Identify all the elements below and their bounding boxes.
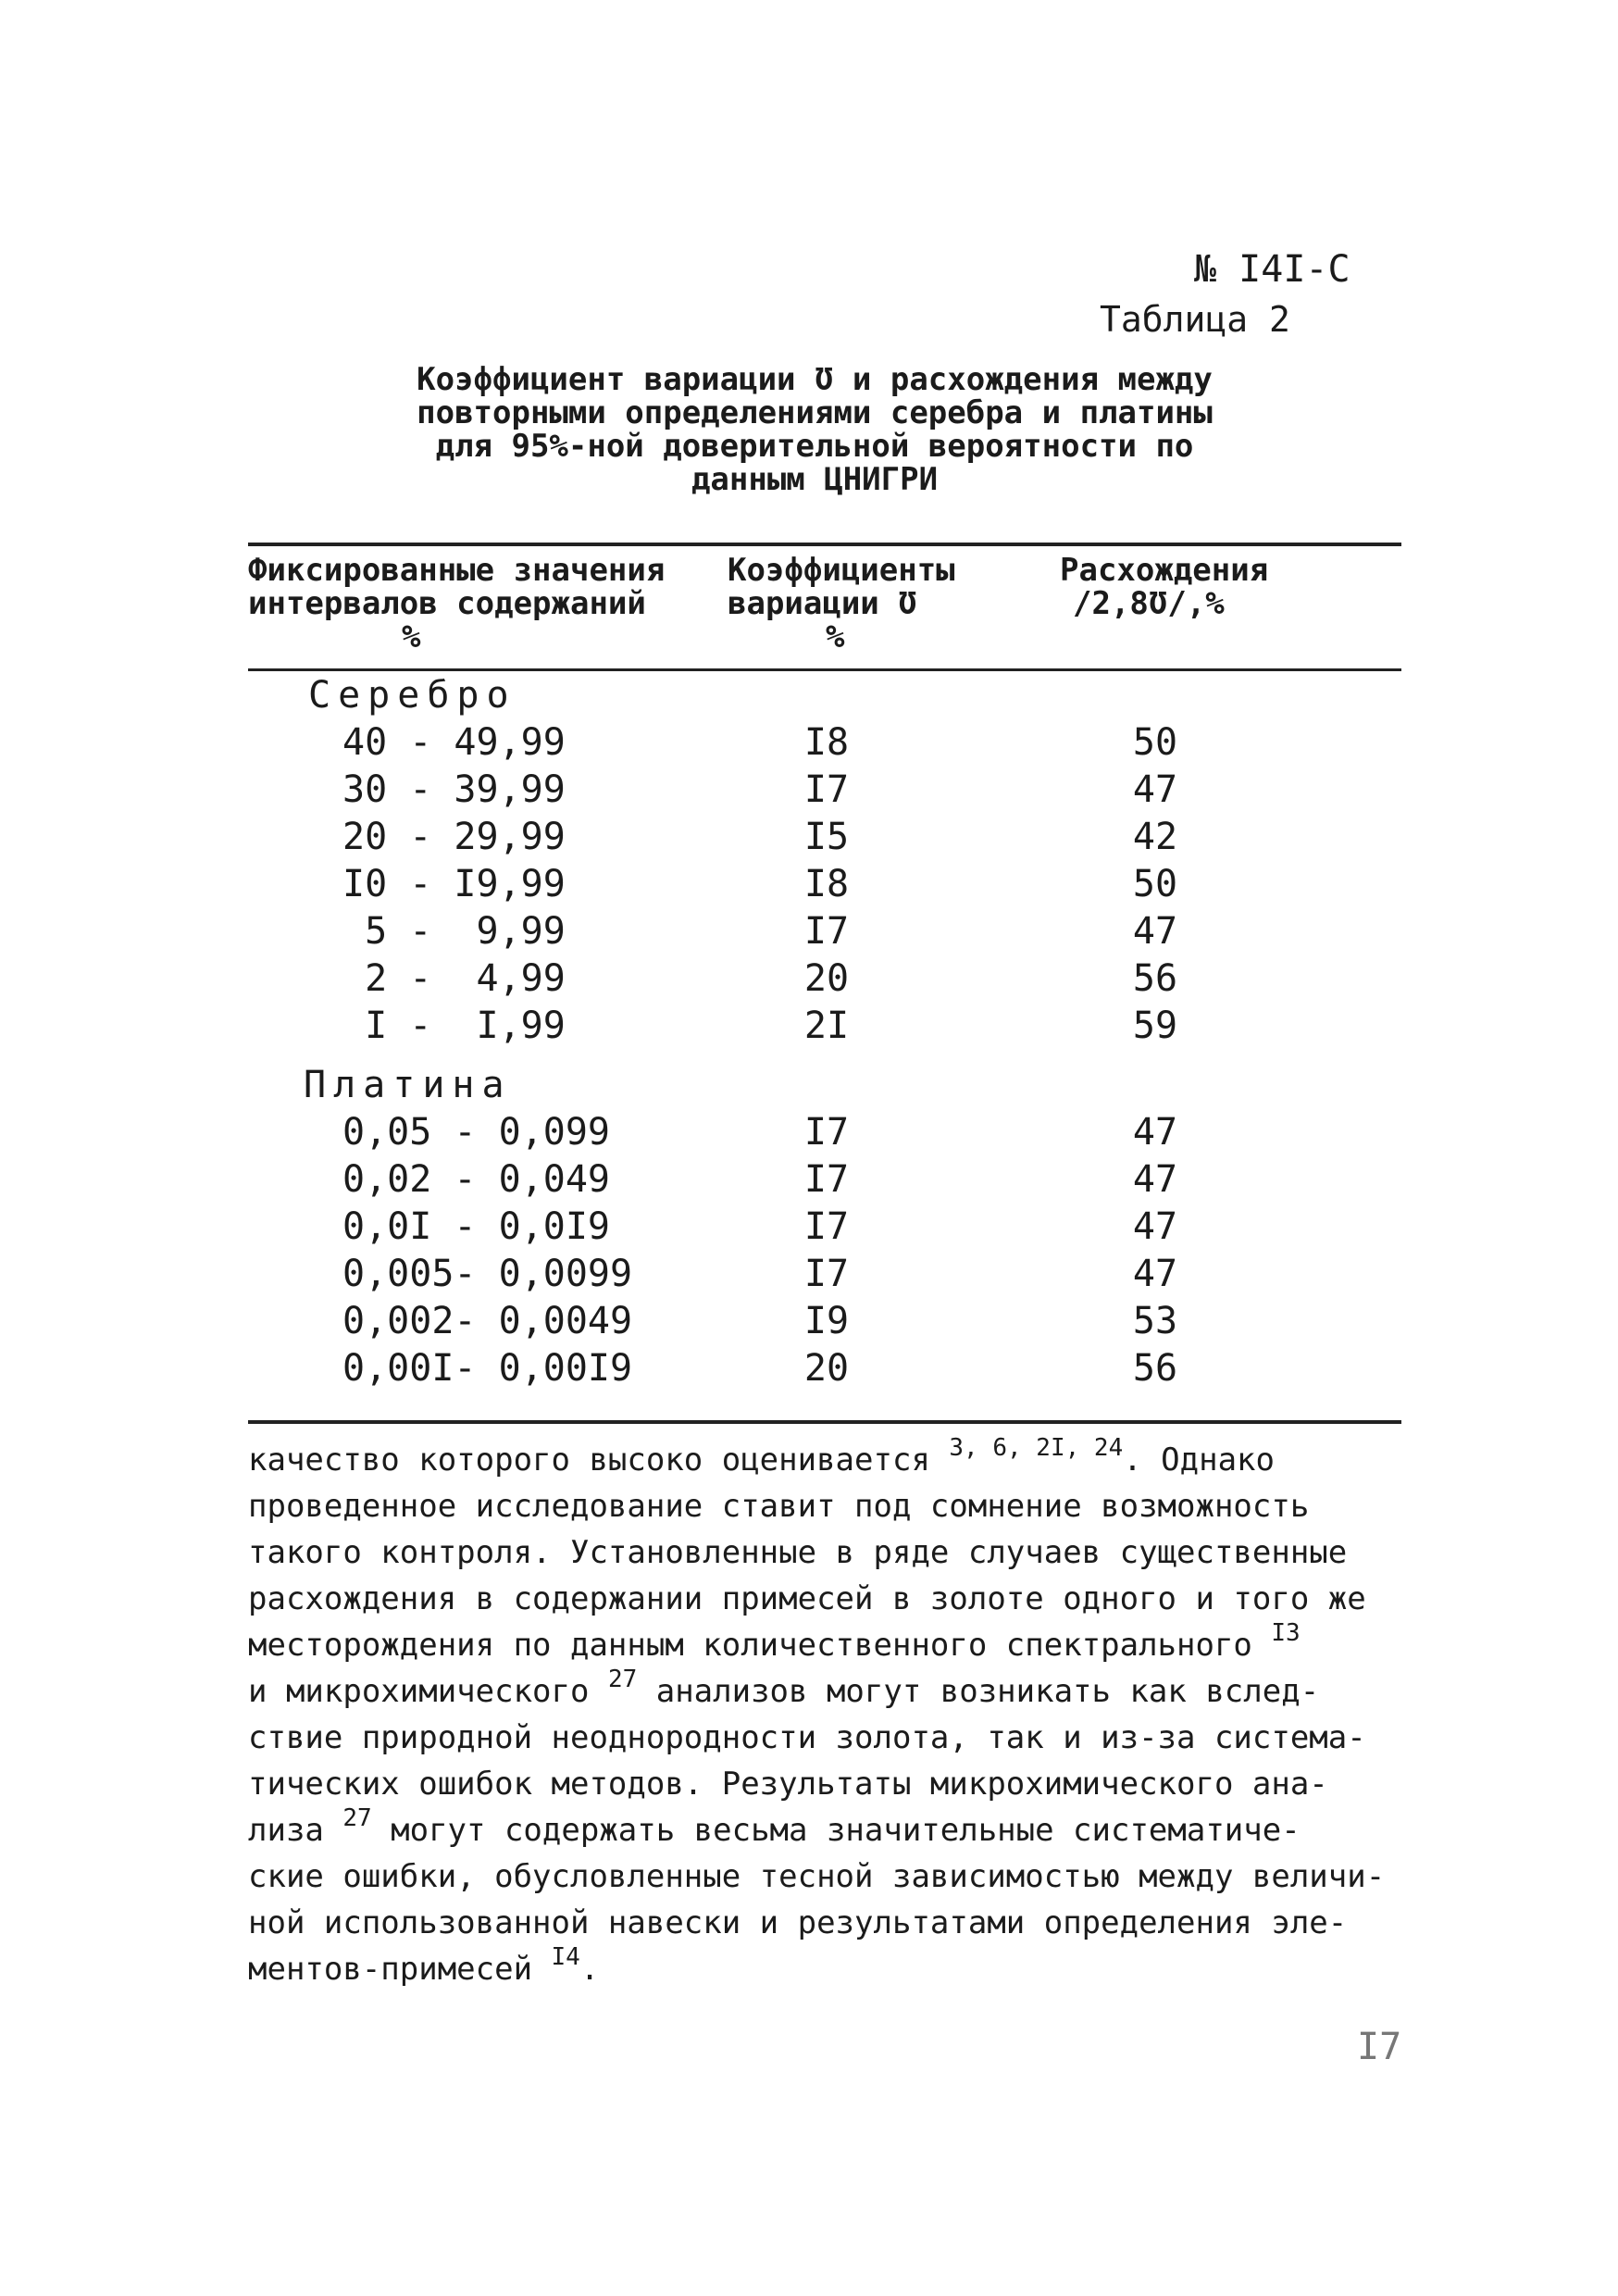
document-number: № I4I-C	[1194, 248, 1350, 291]
table-label: Таблица 2	[1100, 299, 1290, 340]
text-line: качество которого высоко оценивается $^{3, 6, 2I, 24}$. Однако	[248, 1434, 1275, 1479]
body-paragraph	[248, 1434, 1414, 1992]
text-line: проведенное исследование ставит под сомнение возможность	[248, 1488, 1310, 1525]
table-row: 0,005- 0,0099 I7 47	[342, 1253, 1178, 1295]
caption-line-2: повторными определениями серебра и платины	[417, 394, 1213, 431]
table-row: 0,0I - 0,0I9 I7 47	[342, 1205, 1178, 1248]
page-number: I7	[1357, 2026, 1402, 2068]
text-line: расхождения в содержании примесей в золоте одного и того же	[248, 1580, 1366, 1617]
table-row: 20 - 29,99 I5 42	[342, 816, 1178, 858]
table-row: 40 - 49,99 I8 50	[342, 721, 1178, 764]
citation-ref: 27	[607, 1666, 638, 1693]
table-caption	[370, 363, 1259, 496]
citation-refs: 3, 6, 2I, 24	[949, 1434, 1124, 1462]
section-name: Платина	[304, 1064, 512, 1106]
text-line: лиза $^{27}$ могут содержать весьма значительные систематиче-	[248, 1804, 1301, 1849]
section-row-platinum	[0, 1064, 1618, 1111]
text-line: и микрохимического $^{27}$ анализов могут возникать как вслед-	[248, 1666, 1320, 1710]
text-line: такого контроля. Установленные в ряде случаев существенные	[248, 1534, 1348, 1571]
column-header-variation: Коэффициенты вариации Ʊ %	[728, 552, 955, 655]
text-line: ментов-примесей $^{I4}$.	[248, 1943, 600, 1988]
text-line: тических ошибок методов. Результаты микрохимического ана-	[248, 1766, 1328, 1803]
table-row: 5 - 9,99 I7 47	[342, 910, 1178, 953]
table-row: 0,05 - 0,099 I7 47	[342, 1111, 1178, 1154]
table-bottom-rule	[248, 1420, 1401, 1424]
column-header-divergence: Расхождения /2,8Ʊ/,%	[1060, 552, 1269, 622]
text-line: ствие природной неоднородности золота, так и из-за система-	[248, 1719, 1366, 1756]
caption-line-1: Коэффициент вариации Ʊ и расхождения между	[417, 361, 1213, 398]
citation-ref: 27	[342, 1804, 372, 1832]
citation-ref: I4	[551, 1943, 580, 1971]
table-row: 2 - 4,99 20 56	[342, 957, 1178, 1000]
column-header-intervals: Фиксированные значения интервалов содержаний %	[248, 552, 666, 655]
caption-line-4: данным ЦНИГРИ	[691, 461, 939, 498]
section-name: Серебро	[308, 674, 517, 717]
section-row-silver	[0, 674, 1618, 721]
table-row: 0,00I- 0,00I9 20 56	[342, 1347, 1178, 1390]
table-header-rule	[248, 668, 1401, 671]
text-line: месторождения по данным количественного спектрального $^{I3}$	[248, 1619, 1301, 1664]
caption-line-3: для 95%-ной доверительной вероятности по	[435, 428, 1194, 465]
text-line: ские ошибки, обусловленные тесной зависимостью между величи-	[248, 1858, 1386, 1895]
table-row: 0,002- 0,0049 I9 53	[342, 1300, 1178, 1342]
table-row: 30 - 39,99 I7 47	[342, 768, 1178, 811]
table-row: I - I,99 2I 59	[342, 1004, 1178, 1047]
citation-ref: I3	[1271, 1619, 1301, 1647]
table-body	[0, 674, 1618, 1394]
text-line: ной использованной навески и результатами определения эле-	[248, 1904, 1348, 1941]
table-row: 0,02 - 0,049 I7 47	[342, 1158, 1178, 1201]
table-top-rule	[248, 543, 1401, 546]
table-row: I0 - I9,99 I8 50	[342, 863, 1178, 905]
